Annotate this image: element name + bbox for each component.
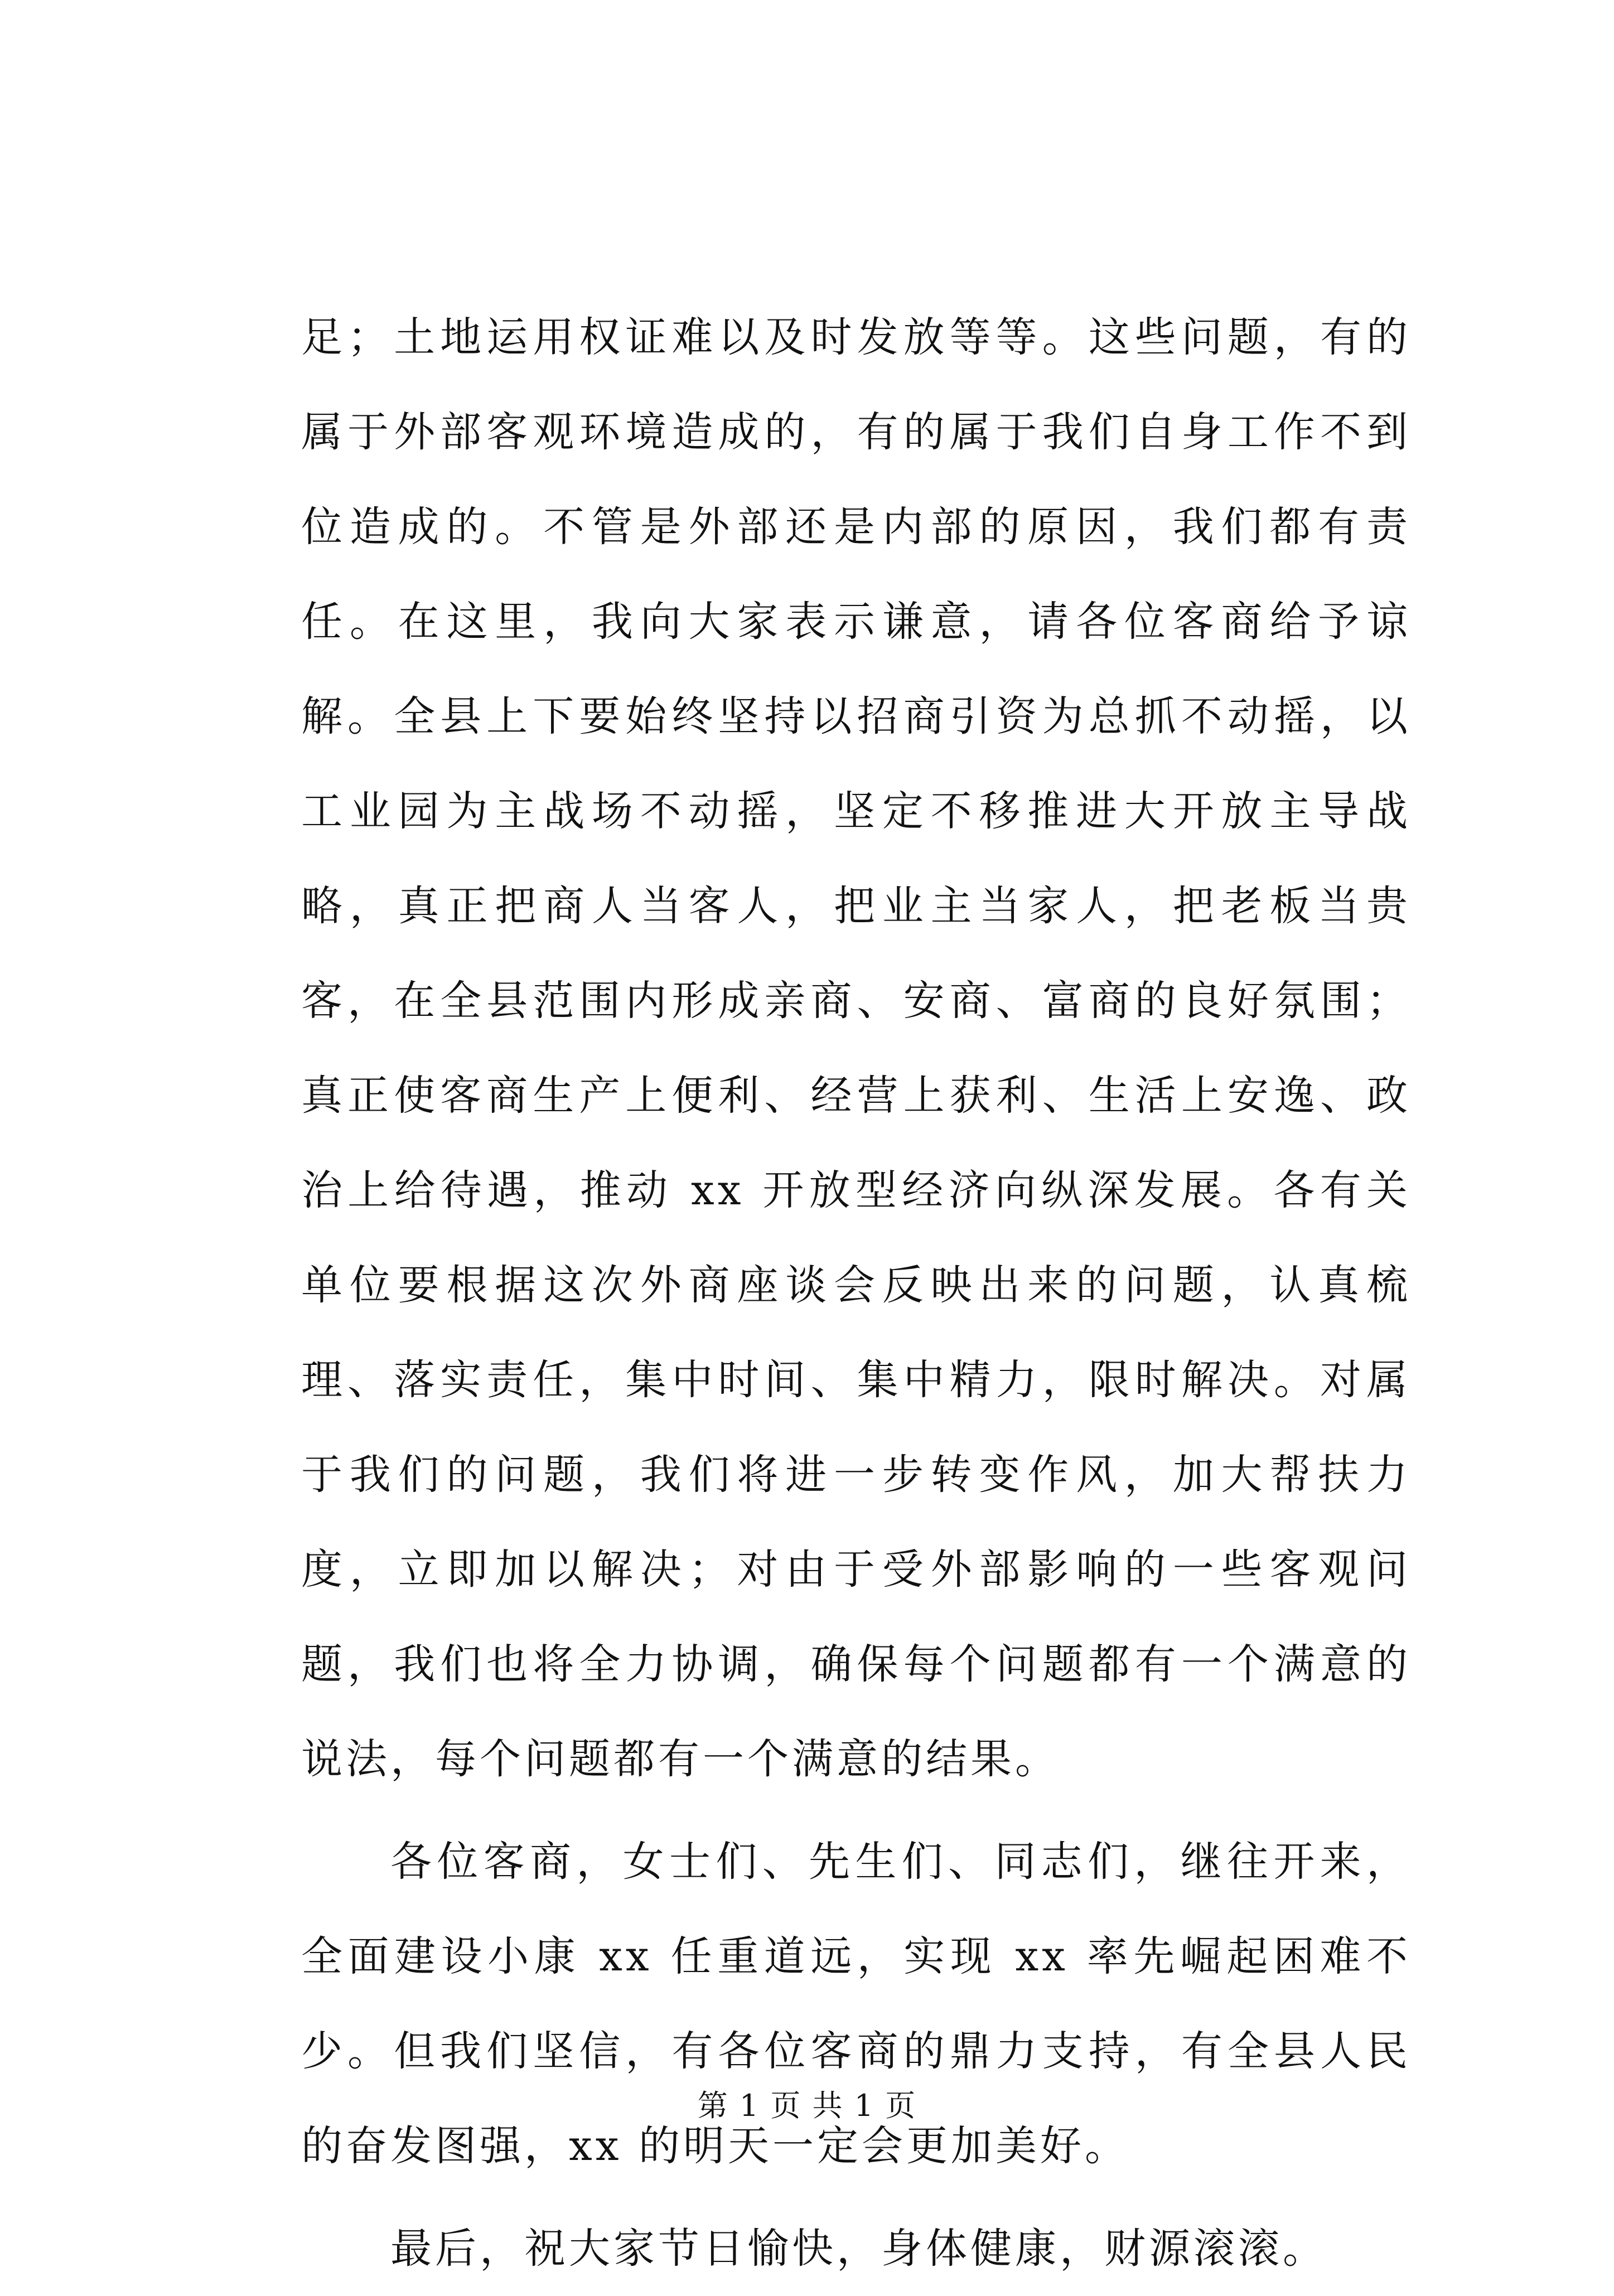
paragraph-3: 最后，祝大家节日愉快，身体健康，财源滚滚。 — [390, 2225, 1327, 2273]
paragraph-1: 足；土地运用权证难以及时发放等等。这些问题，有的属于外部客观环境造成的，有的属于我们自身工作不到位造成的。不管是外部还是内部的原因，我们都有责任。在这里，我向大家表示谦意，请各位客商给予谅解。全县上下要始终坚持以招商引资为总抓不动摇，以工业园为主战场不动摇，坚定不移推进大开放主导战略，真正把商人当客人，把业主当家人，把老板当贵客，在全县范围内形成亲商、安商、富商的良好氛围；真正使客商生产上便利、经营上获利、生活上安逸、政治上给待遇，推动 xx 开放型经济向纵深发展。各有关单位要根据这次外商座谈会反映出来的问题，认真梳理、落实责任，集中时间、集中精力，限时解决。对属于我们的问题，我们将进一步转变作风，加大帮扶力度，立即加以解决；对由于受外部影响的一些客观问题，我们也将全力协调，确保每个问题都有一个满意的说法，每个问题都有一个满意的结果。 — [301, 313, 1411, 1783]
document-body — [301, 290, 1411, 2296]
page-number-footer: 第 1 页 共 1 页 — [697, 2088, 917, 2123]
paragraph-2: 各位客商，女士们、先生们、同志们，继往开来，全面建设小康 xx 任重道远，实现 xx 率先崛起困难不少。但我们坚信，有各位客商的鼎力支持，有全县人民的奋发图强，xx 的明天一定会更加美好。 — [301, 1838, 1411, 2170]
